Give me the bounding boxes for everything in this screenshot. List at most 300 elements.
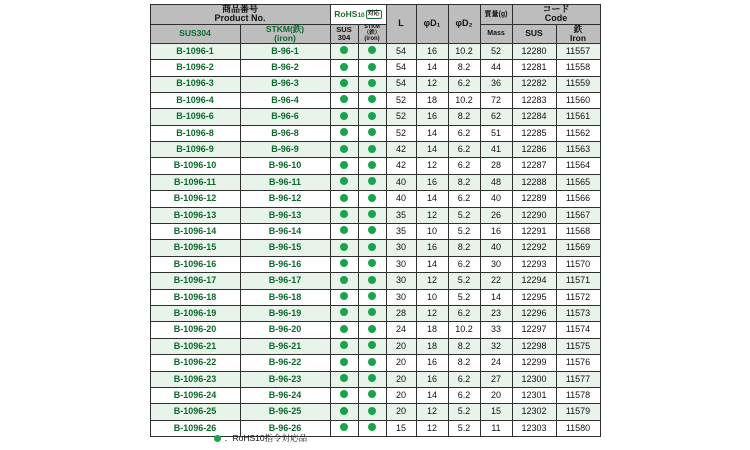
cell-mass: 52 xyxy=(480,43,512,59)
green-dot-icon xyxy=(368,243,376,251)
header-mat-iron-1: STKM（鉄） xyxy=(363,23,381,36)
cell-phi-d2: 5.2 xyxy=(448,420,480,436)
specification-table xyxy=(150,4,601,437)
cell-product-no-sus: B-1096-22 xyxy=(150,355,240,371)
cell-product-no-sus: B-1096-12 xyxy=(150,191,240,207)
green-dot-icon xyxy=(340,128,348,136)
header-mat-iron xyxy=(358,24,386,43)
cell-rohs-sus-dot xyxy=(330,207,358,223)
cell-mass: 32 xyxy=(480,338,512,354)
green-dot-icon xyxy=(340,423,348,431)
cell-code-iron: 11558 xyxy=(556,60,600,76)
cell-mass: 33 xyxy=(480,322,512,338)
cell-mass: 28 xyxy=(480,158,512,174)
cell-mass: 41 xyxy=(480,142,512,158)
green-dot-icon xyxy=(340,390,348,398)
table-row xyxy=(150,240,600,256)
cell-rohs-iron-dot xyxy=(358,142,386,158)
cell-rohs-sus-dot xyxy=(330,371,358,387)
cell-product-no-iron: B-96-11 xyxy=(240,174,330,190)
cell-rohs-iron-dot xyxy=(358,273,386,289)
header-code-iron-en: Iron xyxy=(569,32,587,43)
table-row xyxy=(150,125,600,141)
cell-L: 52 xyxy=(386,92,416,108)
cell-product-no-sus: B-1096-10 xyxy=(150,158,240,174)
table-row xyxy=(150,60,600,76)
rohs-number: 10 xyxy=(357,11,365,19)
table-row xyxy=(150,92,600,108)
cell-code-iron: 11579 xyxy=(556,404,600,420)
cell-code-sus: 12285 xyxy=(512,125,556,141)
green-dot-icon xyxy=(340,341,348,349)
cell-phi-d1: 18 xyxy=(416,92,448,108)
green-dot-icon xyxy=(214,435,221,442)
green-dot-icon xyxy=(340,276,348,284)
cell-rohs-sus-dot xyxy=(330,338,358,354)
cell-product-no-iron: B-96-26 xyxy=(240,420,330,436)
green-dot-icon xyxy=(340,292,348,300)
cell-code-iron: 11577 xyxy=(556,371,600,387)
cell-mass: 48 xyxy=(480,174,512,190)
header-col-stkm-en: (iron) xyxy=(274,32,296,43)
green-dot-icon xyxy=(368,95,376,103)
cell-code-iron: 11575 xyxy=(556,338,600,354)
cell-rohs-iron-dot xyxy=(358,371,386,387)
cell-code-iron: 11566 xyxy=(556,191,600,207)
cell-code-sus: 12291 xyxy=(512,224,556,240)
cell-rohs-iron-dot xyxy=(358,60,386,76)
cell-mass: 44 xyxy=(480,60,512,76)
cell-phi-d1: 12 xyxy=(416,404,448,420)
cell-phi-d1: 10 xyxy=(416,224,448,240)
cell-code-sus: 12281 xyxy=(512,60,556,76)
table-row xyxy=(150,43,600,59)
cell-rohs-sus-dot xyxy=(330,191,358,207)
table-row xyxy=(150,109,600,125)
green-dot-icon xyxy=(340,210,348,218)
cell-code-iron: 11572 xyxy=(556,289,600,305)
cell-mass: 27 xyxy=(480,371,512,387)
cell-phi-d2: 6.2 xyxy=(448,142,480,158)
cell-phi-d1: 14 xyxy=(416,142,448,158)
cell-phi-d1: 18 xyxy=(416,338,448,354)
cell-product-no-sus: B-1096-13 xyxy=(150,207,240,223)
cell-product-no-iron: B-96-21 xyxy=(240,338,330,354)
cell-rohs-iron-dot xyxy=(358,191,386,207)
cell-rohs-iron-dot xyxy=(358,125,386,141)
cell-product-no-iron: B-96-3 xyxy=(240,76,330,92)
cell-code-iron: 11567 xyxy=(556,207,600,223)
header-code-en: Code xyxy=(544,13,568,24)
cell-L: 30 xyxy=(386,256,416,272)
cell-rohs-sus-dot xyxy=(330,256,358,272)
cell-rohs-iron-dot xyxy=(358,207,386,223)
green-dot-icon xyxy=(368,341,376,349)
cell-product-no-sus: B-1096-20 xyxy=(150,322,240,338)
cell-L: 30 xyxy=(386,240,416,256)
cell-product-no-sus: B-1096-1 xyxy=(150,43,240,59)
cell-L: 20 xyxy=(386,338,416,354)
cell-product-no-iron: B-96-25 xyxy=(240,404,330,420)
green-dot-icon xyxy=(340,226,348,234)
cell-phi-d2: 6.2 xyxy=(448,125,480,141)
header-col-sus304: SUS304 xyxy=(150,24,240,43)
cell-code-iron: 11580 xyxy=(556,420,600,436)
cell-code-sus: 12289 xyxy=(512,191,556,207)
cell-product-no-sus: B-1096-24 xyxy=(150,387,240,403)
cell-phi-d1: 16 xyxy=(416,355,448,371)
header-mass-jp: 質量(g) xyxy=(480,5,512,25)
green-dot-icon xyxy=(340,161,348,169)
cell-rohs-iron-dot xyxy=(358,158,386,174)
green-dot-icon xyxy=(368,194,376,202)
cell-mass: 22 xyxy=(480,273,512,289)
cell-rohs-iron-dot xyxy=(358,289,386,305)
cell-L: 42 xyxy=(386,142,416,158)
cell-product-no-iron: B-96-15 xyxy=(240,240,330,256)
cell-code-sus: 12300 xyxy=(512,371,556,387)
cell-rohs-sus-dot xyxy=(330,420,358,436)
green-dot-icon xyxy=(340,407,348,415)
cell-mass: 40 xyxy=(480,191,512,207)
table-row xyxy=(150,273,600,289)
cell-rohs-sus-dot xyxy=(330,174,358,190)
cell-rohs-sus-dot xyxy=(330,273,358,289)
cell-product-no-iron: B-96-17 xyxy=(240,273,330,289)
green-dot-icon xyxy=(340,374,348,382)
cell-mass: 20 xyxy=(480,387,512,403)
cell-phi-d1: 12 xyxy=(416,420,448,436)
green-dot-icon xyxy=(340,308,348,316)
cell-phi-d1: 16 xyxy=(416,371,448,387)
cell-rohs-sus-dot xyxy=(330,60,358,76)
cell-product-no-sus: B-1096-19 xyxy=(150,305,240,321)
cell-phi-d2: 6.2 xyxy=(448,387,480,403)
cell-code-sus: 12287 xyxy=(512,158,556,174)
cell-rohs-iron-dot xyxy=(358,387,386,403)
cell-product-no-iron: B-96-24 xyxy=(240,387,330,403)
cell-rohs-iron-dot xyxy=(358,109,386,125)
cell-code-sus: 12280 xyxy=(512,43,556,59)
table-row xyxy=(150,305,600,321)
green-dot-icon xyxy=(368,210,376,218)
cell-phi-d2: 5.2 xyxy=(448,273,480,289)
green-dot-icon xyxy=(340,243,348,251)
cell-phi-d2: 8.2 xyxy=(448,240,480,256)
cell-code-sus: 12292 xyxy=(512,240,556,256)
header-code-iron-jp: 鉄 xyxy=(573,23,583,34)
green-dot-icon xyxy=(368,325,376,333)
cell-phi-d2: 6.2 xyxy=(448,371,480,387)
cell-mass: 14 xyxy=(480,289,512,305)
cell-mass: 23 xyxy=(480,305,512,321)
table-row xyxy=(150,289,600,305)
green-dot-icon xyxy=(368,226,376,234)
cell-product-no-iron: B-96-2 xyxy=(240,60,330,76)
cell-rohs-sus-dot xyxy=(330,355,358,371)
cell-phi-d2: 8.2 xyxy=(448,338,480,354)
cell-phi-d2: 10.2 xyxy=(448,92,480,108)
green-dot-icon xyxy=(368,308,376,316)
cell-code-sus: 12298 xyxy=(512,338,556,354)
cell-L: 52 xyxy=(386,109,416,125)
cell-code-iron: 11571 xyxy=(556,273,600,289)
cell-rohs-sus-dot xyxy=(330,158,358,174)
cell-code-iron: 11570 xyxy=(556,256,600,272)
cell-rohs-iron-dot xyxy=(358,355,386,371)
cell-rohs-sus-dot xyxy=(330,43,358,59)
cell-code-iron: 11569 xyxy=(556,240,600,256)
cell-rohs-iron-dot xyxy=(358,43,386,59)
cell-product-no-sus: B-1096-25 xyxy=(150,404,240,420)
cell-product-no-iron: B-96-19 xyxy=(240,305,330,321)
cell-product-no-sus: B-1096-17 xyxy=(150,273,240,289)
cell-product-no-iron: B-96-9 xyxy=(240,142,330,158)
table-header xyxy=(150,5,600,44)
header-col-stkm-jp: STKM(鉄) xyxy=(265,23,305,34)
cell-rohs-sus-dot xyxy=(330,387,358,403)
green-dot-icon xyxy=(368,128,376,136)
cell-phi-d1: 12 xyxy=(416,273,448,289)
cell-mass: 24 xyxy=(480,355,512,371)
green-dot-icon xyxy=(340,259,348,267)
cell-product-no-sus: B-1096-8 xyxy=(150,125,240,141)
green-dot-icon xyxy=(340,46,348,54)
green-dot-icon xyxy=(340,194,348,202)
cell-product-no-sus: B-1096-9 xyxy=(150,142,240,158)
cell-L: 28 xyxy=(386,305,416,321)
cell-product-no-iron: B-96-16 xyxy=(240,256,330,272)
cell-product-no-iron: B-96-13 xyxy=(240,207,330,223)
cell-L: 20 xyxy=(386,404,416,420)
rohs-box-label: 対応 xyxy=(367,11,380,18)
green-dot-icon xyxy=(368,161,376,169)
cell-L: 24 xyxy=(386,322,416,338)
green-dot-icon xyxy=(368,259,376,267)
cell-code-sus: 12283 xyxy=(512,92,556,108)
cell-L: 20 xyxy=(386,371,416,387)
cell-code-iron: 11564 xyxy=(556,158,600,174)
cell-phi-d1: 16 xyxy=(416,109,448,125)
table-row xyxy=(150,224,600,240)
cell-product-no-iron: B-96-14 xyxy=(240,224,330,240)
green-dot-icon xyxy=(368,145,376,153)
footnote xyxy=(214,432,307,444)
header-product-no xyxy=(150,5,330,25)
cell-rohs-sus-dot xyxy=(330,76,358,92)
cell-product-no-sus: B-1096-23 xyxy=(150,371,240,387)
header-phi-d2: φD₂ xyxy=(448,5,480,44)
cell-rohs-iron-dot xyxy=(358,174,386,190)
cell-rohs-sus-dot xyxy=(330,404,358,420)
cell-L: 42 xyxy=(386,158,416,174)
cell-phi-d2: 8.2 xyxy=(448,355,480,371)
cell-phi-d1: 16 xyxy=(416,43,448,59)
cell-L: 15 xyxy=(386,420,416,436)
green-dot-icon xyxy=(368,407,376,415)
cell-rohs-iron-dot xyxy=(358,338,386,354)
cell-phi-d2: 8.2 xyxy=(448,174,480,190)
cell-product-no-iron: B-96-6 xyxy=(240,109,330,125)
cell-rohs-iron-dot xyxy=(358,256,386,272)
footnote-text: ：RoHS10指令対応品 xyxy=(224,433,308,443)
cell-rohs-iron-dot xyxy=(358,76,386,92)
cell-phi-d2: 5.2 xyxy=(448,207,480,223)
cell-code-sus: 12286 xyxy=(512,142,556,158)
cell-phi-d1: 12 xyxy=(416,76,448,92)
cell-rohs-iron-dot xyxy=(358,224,386,240)
cell-rohs-sus-dot xyxy=(330,109,358,125)
cell-product-no-sus: B-1096-26 xyxy=(150,420,240,436)
header-mat-sus-1: SUS xyxy=(336,24,352,34)
cell-code-sus: 12294 xyxy=(512,273,556,289)
header-phi-d1: φD₁ xyxy=(416,5,448,44)
cell-mass: 62 xyxy=(480,109,512,125)
cell-phi-d2: 5.2 xyxy=(448,224,480,240)
cell-product-no-sus: B-1096-21 xyxy=(150,338,240,354)
cell-code-sus: 12284 xyxy=(512,109,556,125)
table-row xyxy=(150,142,600,158)
cell-rohs-sus-dot xyxy=(330,322,358,338)
table-row xyxy=(150,322,600,338)
green-dot-icon xyxy=(368,292,376,300)
cell-product-no-iron: B-96-20 xyxy=(240,322,330,338)
cell-rohs-sus-dot xyxy=(330,289,358,305)
header-rohs xyxy=(330,5,386,25)
table-row xyxy=(150,174,600,190)
cell-phi-d2: 5.2 xyxy=(448,404,480,420)
cell-product-no-iron: B-96-1 xyxy=(240,43,330,59)
cell-mass: 15 xyxy=(480,404,512,420)
cell-product-no-sus: B-1096-15 xyxy=(150,240,240,256)
cell-phi-d1: 14 xyxy=(416,60,448,76)
cell-code-sus: 12282 xyxy=(512,76,556,92)
cell-code-iron: 11559 xyxy=(556,76,600,92)
green-dot-icon xyxy=(340,145,348,153)
cell-L: 35 xyxy=(386,207,416,223)
green-dot-icon xyxy=(340,79,348,87)
cell-product-no-sus: B-1096-4 xyxy=(150,92,240,108)
green-dot-icon xyxy=(368,63,376,71)
cell-rohs-iron-dot xyxy=(358,92,386,108)
green-dot-icon xyxy=(340,325,348,333)
cell-mass: 72 xyxy=(480,92,512,108)
cell-code-iron: 11574 xyxy=(556,322,600,338)
cell-product-no-sus: B-1096-6 xyxy=(150,109,240,125)
cell-phi-d2: 10.2 xyxy=(448,43,480,59)
header-col-stkm xyxy=(240,24,330,43)
cell-L: 40 xyxy=(386,191,416,207)
cell-product-no-iron: B-96-8 xyxy=(240,125,330,141)
cell-mass: 30 xyxy=(480,256,512,272)
cell-L: 35 xyxy=(386,224,416,240)
cell-phi-d1: 12 xyxy=(416,158,448,174)
green-dot-icon xyxy=(368,358,376,366)
cell-phi-d1: 18 xyxy=(416,322,448,338)
cell-code-sus: 12288 xyxy=(512,174,556,190)
green-dot-icon xyxy=(368,177,376,185)
cell-mass: 26 xyxy=(480,207,512,223)
cell-rohs-sus-dot xyxy=(330,125,358,141)
table-row xyxy=(150,404,600,420)
table-row xyxy=(150,256,600,272)
green-dot-icon xyxy=(368,423,376,431)
cell-mass: 36 xyxy=(480,76,512,92)
green-dot-icon xyxy=(368,112,376,120)
cell-L: 40 xyxy=(386,174,416,190)
cell-code-iron: 11560 xyxy=(556,92,600,108)
header-L: L xyxy=(386,5,416,44)
cell-code-sus: 12293 xyxy=(512,256,556,272)
cell-code-sus: 12302 xyxy=(512,404,556,420)
cell-L: 30 xyxy=(386,273,416,289)
green-dot-icon xyxy=(368,374,376,382)
cell-phi-d2: 6.2 xyxy=(448,256,480,272)
cell-L: 54 xyxy=(386,60,416,76)
cell-code-sus: 12296 xyxy=(512,305,556,321)
cell-code-iron: 11563 xyxy=(556,142,600,158)
green-dot-icon xyxy=(340,112,348,120)
table-row xyxy=(150,191,600,207)
cell-phi-d1: 14 xyxy=(416,191,448,207)
cell-rohs-sus-dot xyxy=(330,92,358,108)
cell-mass: 51 xyxy=(480,125,512,141)
cell-L: 52 xyxy=(386,125,416,141)
green-dot-icon xyxy=(340,63,348,71)
green-dot-icon xyxy=(340,95,348,103)
cell-product-no-iron: B-96-18 xyxy=(240,289,330,305)
cell-product-no-iron: B-96-10 xyxy=(240,158,330,174)
cell-phi-d2: 5.2 xyxy=(448,289,480,305)
cell-phi-d2: 8.2 xyxy=(448,60,480,76)
cell-code-iron: 11576 xyxy=(556,355,600,371)
cell-phi-d1: 10 xyxy=(416,289,448,305)
cell-product-no-sus: B-1096-3 xyxy=(150,76,240,92)
header-code-jp: コード xyxy=(542,4,570,14)
cell-rohs-sus-dot xyxy=(330,240,358,256)
green-dot-icon xyxy=(368,390,376,398)
cell-code-iron: 11565 xyxy=(556,174,600,190)
table-row xyxy=(150,207,600,223)
table-body xyxy=(150,43,600,436)
cell-code-sus: 12297 xyxy=(512,322,556,338)
cell-code-iron: 11561 xyxy=(556,109,600,125)
cell-L: 20 xyxy=(386,355,416,371)
cell-L: 20 xyxy=(386,387,416,403)
cell-phi-d1: 12 xyxy=(416,305,448,321)
cell-L: 54 xyxy=(386,43,416,59)
header-mat-iron-2: (iron) xyxy=(364,36,380,43)
header-product-no-en: Product No. xyxy=(214,13,266,24)
cell-product-no-sus: B-1096-2 xyxy=(150,60,240,76)
cell-code-sus: 12290 xyxy=(512,207,556,223)
cell-code-sus: 12295 xyxy=(512,289,556,305)
header-code-iron xyxy=(556,24,600,43)
cell-rohs-iron-dot xyxy=(358,305,386,321)
cell-mass: 11 xyxy=(480,420,512,436)
cell-code-iron: 11568 xyxy=(556,224,600,240)
cell-product-no-iron: B-96-12 xyxy=(240,191,330,207)
cell-code-iron: 11573 xyxy=(556,305,600,321)
cell-product-no-sus: B-1096-16 xyxy=(150,256,240,272)
cell-code-sus: 12303 xyxy=(512,420,556,436)
cell-code-sus: 12299 xyxy=(512,355,556,371)
cell-phi-d2: 6.2 xyxy=(448,158,480,174)
cell-mass: 16 xyxy=(480,224,512,240)
cell-code-sus: 12301 xyxy=(512,387,556,403)
cell-phi-d2: 6.2 xyxy=(448,76,480,92)
cell-code-iron: 11557 xyxy=(556,43,600,59)
